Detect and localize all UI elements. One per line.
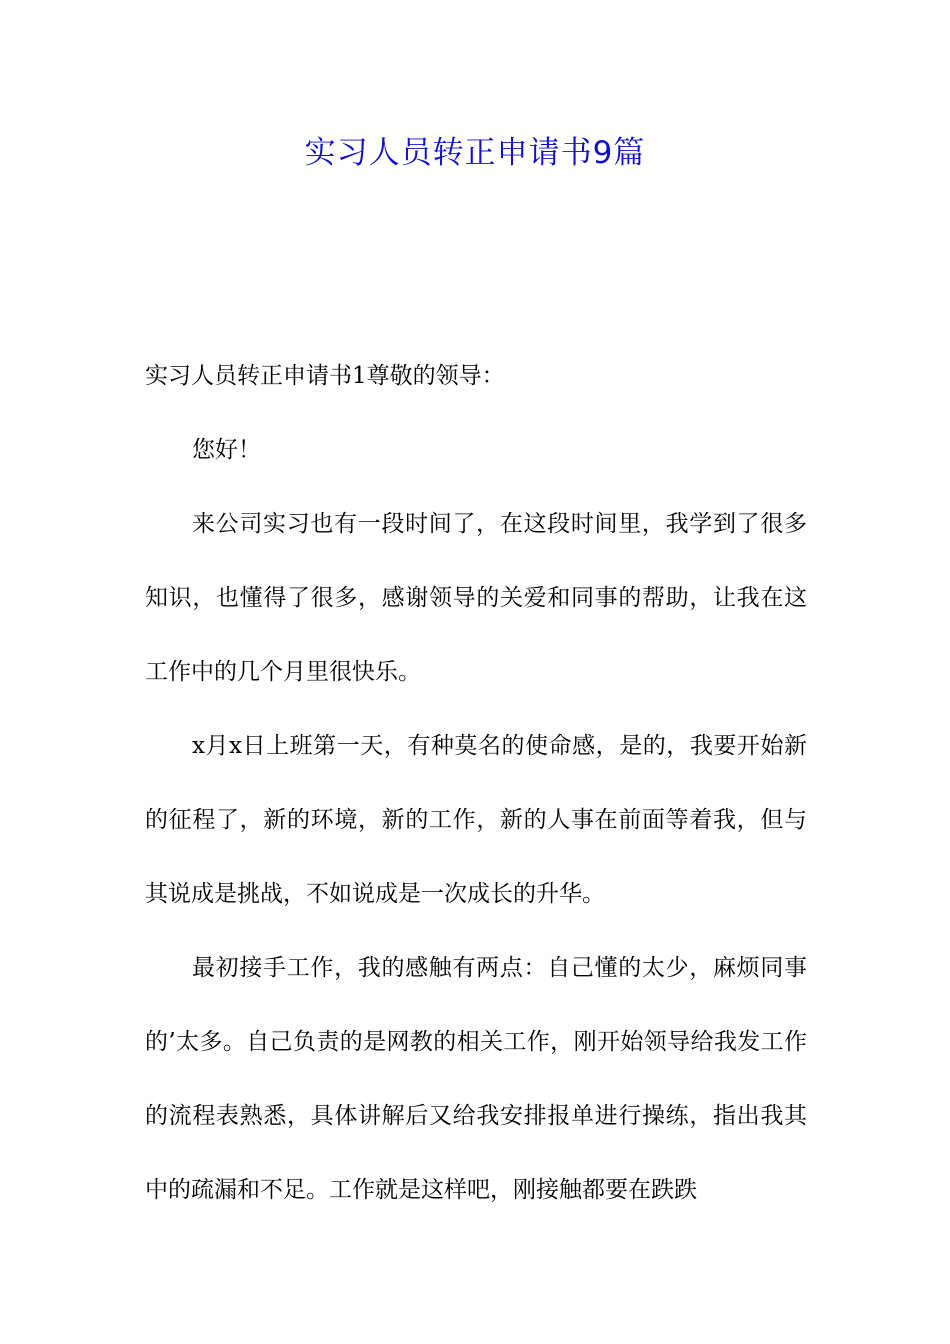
salutation-paragraph: 实习人员转正申请书1尊敬的领导： (145, 363, 505, 389)
body-paragraph: 来公司实习也有一段时间了，在这段时间里，我学到了很多知识，也懂得了很多，感谢领导的关爱和同事的帮助，让我在这工作中的几个月里很快乐。 (145, 511, 807, 685)
document-title: 实习人员转正申请书9篇 (304, 135, 646, 171)
body-paragraph: x月x日上班第一天，有种莫名的使命感，是的，我要开始新的征程了，新的环境，新的工作，新的人事在前面等着我，但与其说成是挑战，不如说成是一次成长的升华。 (145, 733, 807, 907)
document-body (145, 339, 807, 1227)
body-paragraph: 最初接手工作，我的感触有两点：自己懂的太少，麻烦同事的’太多。自己负责的是网教的相关工作，刚开始领导给我发工作的流程表熟悉，具体讲解后又给我安排报单进行操练，指出我其中的疏漏和不足。工作就是这样吧，刚接触都要在跌跌 (145, 955, 807, 1203)
greeting-paragraph: 您好！ (192, 437, 261, 463)
